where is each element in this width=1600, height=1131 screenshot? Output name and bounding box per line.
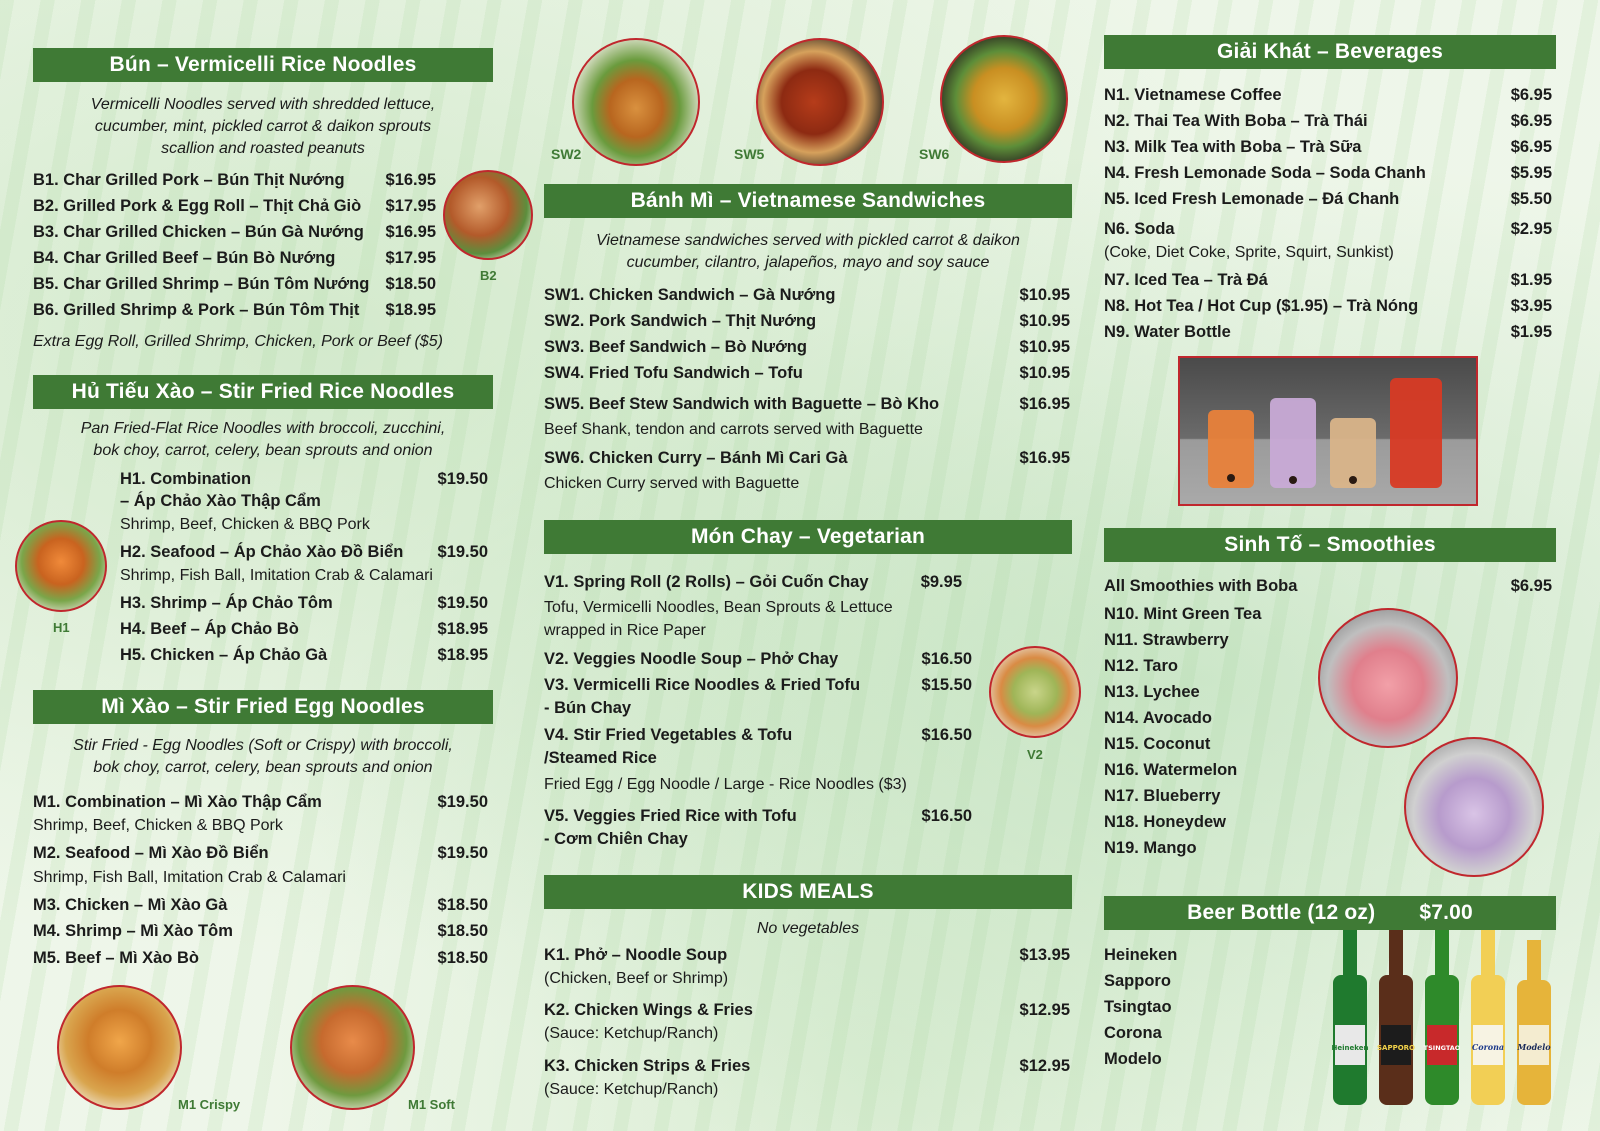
banhmi-caption-sw2: SW2 [551,146,582,162]
hutieu-h5-price: $18.95 [437,646,488,664]
beverage-n1-price: $6.95 [1510,86,1552,104]
banhmi-desc-1: Vietnamese sandwiches served with pickled carrot & daikon [596,232,1020,249]
bun-photo-caption: B2 [480,268,497,283]
mixao-header: Mì Xào – Stir Fried Egg Noodles [33,690,493,724]
mixao-desc-2: bok choy, carrot, celery, bean sprouts and onion [93,759,433,776]
hutieu-h1-sub: Shrimp, Beef, Chicken & BBQ Pork [120,516,370,533]
beverage-n1: N1. Vietnamese Coffee [1104,86,1282,104]
bun-price-b6: $18.95 [385,301,436,319]
kids-k1-sub: (Chicken, Beef or Shrimp) [544,970,729,987]
beverage-n6-sub: (Coke, Diet Coke, Sprite, Squirt, Sunkist) [1104,244,1394,261]
beverage-n5-price: $5.50 [1510,190,1552,208]
banhmi-sw3-name: SW3. Beef Sandwich – Bò Nướng [544,338,807,356]
bottle-sapporo [1377,930,1415,1105]
banhmi-sw1-price: $10.95 [1019,286,1070,304]
beverage-n2: N2. Thai Tea With Boba – Trà Thái [1104,112,1368,130]
bun-price-b3: $16.95 [385,223,436,241]
beer-price: $7.00 [1419,901,1473,924]
mixao-m2-price: $19.50 [437,844,488,862]
bun-desc-2: cucumber, mint, pickled carrot & daikon sprouts [94,118,432,135]
beverage-n6: N6. Soda [1104,220,1175,238]
beer-bottles-illustration [1325,930,1585,1110]
beverage-n9-price: $1.95 [1510,323,1552,341]
beverage-n7-price: $1.95 [1510,271,1552,289]
hutieu-h4-price: $18.95 [437,620,488,638]
mixao-m1-sub: Shrimp, Beef, Chicken & BBQ Pork [33,817,283,834]
chay-v5-price: $16.50 [921,807,972,825]
beer-corona: Corona [1104,1024,1162,1042]
bottle-corona [1471,930,1505,1105]
kids-note: No vegetables [756,920,860,937]
banhmi-header: Bánh Mì – Vietnamese Sandwiches [544,184,1072,218]
bun-price-b2: $17.95 [385,197,436,215]
hutieu-h2-sub: Shrimp, Fish Ball, Imitation Crab & Calamari [120,567,433,584]
beverage-n3: N3. Milk Tea with Boba – Trà Sữa [1104,138,1362,156]
banhmi-sw5-price: $16.95 [1019,395,1070,413]
kids-k1-price: $13.95 [1019,946,1070,964]
hutieu-h4-name: H4. Beef – Áp Chảo Bò [120,620,299,638]
kids-k3-sub: (Sauce: Ketchup/Ranch) [544,1081,719,1098]
mixao-m4-name: M4. Shrimp – Mì Xào Tôm [33,922,233,940]
banhmi-sw5-sub: Beef Shank, tendon and carrots served with Baguette [544,421,923,438]
chay-header: Món Chay – Vegetarian [544,520,1072,554]
hutieu-h5-name: H5. Chicken – Áp Chảo Gà [120,646,328,664]
hutieu-header: Hủ Tiếu Xào – Stir Fried Rice Noodles [33,375,493,409]
mixao-m3-price: $18.50 [437,896,488,914]
mixao-caption-soft: M1 Soft [408,1097,455,1112]
smoothie-n10: N10. Mint Green Tea [1104,605,1262,623]
smoothies-all-label: All Smoothies with Boba [1104,577,1298,595]
kids-k2-name: K2. Chicken Wings & Fries [544,1001,753,1019]
smoothie-strawberry-photo [1318,608,1458,748]
bun-header: Bún – Vermicelli Rice Noodles [33,48,493,82]
bun-item-b6: B6. Grilled Shrimp & Pork – Bún Tôm Thịt [33,301,360,319]
banhmi-sw2-photo [572,38,700,166]
bun-extra-note: Extra Egg Roll, Grilled Shrimp, Chicken, Pork or Beef ($5) [33,333,443,350]
kids-k1-name: K1. Phở – Noodle Soup [544,946,728,964]
smoothie-n15: N15. Coconut [1104,735,1211,753]
banhmi-sw4-price: $10.95 [1019,364,1070,382]
mixao-m1-price: $19.50 [437,793,488,811]
beer-header: Beer Bottle (12 oz) [1187,901,1376,924]
hutieu-h3-price: $19.50 [437,594,488,612]
hutieu-photo-caption: H1 [53,620,70,635]
bottle-label-modelo: Modelo [1517,1042,1551,1052]
kids-k3-name: K3. Chicken Strips & Fries [544,1057,751,1075]
chay-v2-price: $16.50 [921,650,972,668]
smoothie-n18: N18. Honeydew [1104,813,1226,831]
beverage-n5: N5. Iced Fresh Lemonade – Đá Chanh [1104,190,1400,208]
beverages-header: Giải Khát – Beverages [1104,35,1556,69]
hutieu-desc-1: Pan Fried-Flat Rice Noodles with broccoli, zucchini, [80,420,446,437]
bun-desc-3: scallion and roasted peanuts [161,140,365,157]
beer-heineken: Heineken [1104,946,1178,964]
chay-v4-line1: V4. Stir Fried Vegetables & Tofu [544,726,793,744]
beverage-n2-price: $6.95 [1510,112,1552,130]
mixao-soft-photo [290,985,415,1110]
bun-price-b1: $16.95 [385,171,436,189]
beverage-n9: N9. Water Bottle [1104,323,1231,341]
kids-k3-price: $12.95 [1019,1057,1070,1075]
mixao-crispy-photo [57,985,182,1110]
beverage-n8-price: $3.95 [1510,297,1552,315]
hutieu-h1-line1: H1. Combination [120,470,252,488]
hutieu-h1-photo [15,520,107,612]
mixao-m4-price: $18.50 [437,922,488,940]
beverage-n4-price: $5.95 [1510,164,1552,182]
smoothie-n16: N16. Watermelon [1104,761,1238,779]
chay-v1-price: $9.95 [920,573,962,591]
chay-v1-sub1: Tofu, Vermicelli Noodles, Bean Sprouts & Lettuce [544,599,893,616]
chay-v2-name: V2. Veggies Noodle Soup – Phở Chay [544,650,839,668]
mixao-desc-1: Stir Fried - Egg Noodles (Soft or Crispy) with broccoli, [73,737,453,754]
kids-k2-sub: (Sauce: Ketchup/Ranch) [544,1025,719,1042]
bun-price-b4: $17.95 [385,249,436,267]
chay-v3-line1: V3. Vermicelli Rice Noodles & Fried Tofu [544,676,861,694]
beverage-n8: N8. Hot Tea / Hot Cup ($1.95) – Trà Nóng [1104,297,1419,315]
chay-v4-line2: /Steamed Rice [544,749,657,767]
chay-v3-line2: - Bún Chay [544,699,632,717]
bun-b2-photo [443,170,533,260]
beverage-n3-price: $6.95 [1510,138,1552,156]
hutieu-h1-price: $19.50 [437,470,488,488]
mixao-m1-name: M1. Combination – Mì Xào Thập Cẩm [33,793,322,811]
hutieu-desc-2: bok choy, carrot, celery, bean sprouts and onion [93,442,433,459]
banhmi-sw6-price: $16.95 [1019,449,1070,467]
smoothie-taro-photo [1404,737,1544,877]
banhmi-sw5-name: SW5. Beef Stew Sandwich with Baguette – Bò Kho [544,395,940,413]
bottle-tsingtao [1424,930,1461,1105]
smoothies-all-price: $6.95 [1510,577,1552,595]
mixao-m2-name: M2. Seafood – Mì Xào Đồ Biển [33,844,269,862]
banhmi-sw3-price: $10.95 [1019,338,1070,356]
beverages-photo [1178,356,1478,506]
kids-header: KIDS MEALS [544,875,1072,909]
beer-modelo: Modelo [1104,1050,1162,1068]
chay-v2-photo [989,646,1081,738]
mixao-m2-sub: Shrimp, Fish Ball, Imitation Crab & Calamari [33,869,346,886]
bun-price-b5: $18.50 [385,275,436,293]
chay-v1-sub2: wrapped in Rice Paper [544,622,706,639]
chay-photo-caption: V2 [1027,747,1043,762]
chay-v5-line2: - Cơm Chiên Chay [544,830,688,848]
drinks-illustration [1180,358,1476,504]
bun-item-b5: B5. Char Grilled Shrimp – Bún Tôm Nướng [33,275,370,293]
beverage-n4: N4. Fresh Lemonade Soda – Soda Chanh [1104,164,1426,182]
kids-k2-price: $12.95 [1019,1001,1070,1019]
banhmi-sw2-name: SW2. Pork Sandwich – Thịt Nướng [544,312,817,330]
smoothies-header: Sinh Tố – Smoothies [1104,528,1556,562]
bottle-heineken [1332,930,1369,1105]
bottle-label-corona: Corona [1471,1042,1505,1052]
beverage-n6-price: $2.95 [1510,220,1552,238]
bun-item-b4: B4. Char Grilled Beef – Bún Bò Nướng [33,249,336,267]
smoothie-n11: N11. Strawberry [1104,631,1229,649]
bun-desc-1: Vermicelli Noodles served with shredded lettuce, [90,96,436,113]
smoothie-n12: N12. Taro [1104,657,1178,675]
banhmi-sw4-name: SW4. Fried Tofu Sandwich – Tofu [544,364,803,382]
banhmi-sw1-name: SW1. Chicken Sandwich – Gà Nướng [544,286,836,304]
mixao-caption-crispy: M1 Crispy [178,1097,241,1112]
beer-tsingtao: Tsingtao [1104,998,1172,1016]
chay-v4-price: $16.50 [921,726,972,744]
chay-v5-line1: V5. Veggies Fried Rice with Tofu [544,807,797,825]
smoothie-n14: N14. Avocado [1104,709,1212,727]
banhmi-caption-sw6: SW6 [919,146,950,162]
smoothie-n17: N17. Blueberry [1104,787,1221,805]
beer-sapporo: Sapporo [1104,972,1171,990]
beer-header-bar [1104,896,1556,930]
mixao-m5-price: $18.50 [437,949,488,967]
hutieu-h2-price: $19.50 [437,543,488,561]
hutieu-h1-line2: – Áp Chảo Xào Thập Cẩm [120,492,321,510]
bottle-label-sapporo: SAPPORO [1376,1044,1416,1052]
bottle-modelo [1516,940,1551,1105]
chay-v3-price: $15.50 [921,676,972,694]
hutieu-h3-name: H3. Shrimp – Áp Chảo Tôm [120,594,333,612]
mixao-m3-name: M3. Chicken – Mì Xào Gà [33,896,228,914]
bun-item-b3: B3. Char Grilled Chicken – Bún Gà Nướng [33,223,364,241]
hutieu-h2-name: H2. Seafood – Áp Chảo Xào Đồ Biển [120,543,404,561]
chay-v1-name: V1. Spring Roll (2 Rolls) – Gỏi Cuốn Chay [544,573,869,591]
banhmi-sw6-name: SW6. Chicken Curry – Bánh Mì Cari Gà [544,449,848,467]
banhmi-caption-sw5: SW5 [734,146,765,162]
beverage-n7: N7. Iced Tea – Trà Đá [1104,271,1268,289]
banhmi-sw6-sub: Chicken Curry served with Baguette [544,475,800,492]
bottle-label-heineken: Heineken [1331,1044,1369,1052]
banhmi-sw2-price: $10.95 [1019,312,1070,330]
bun-item-b1: B1. Char Grilled Pork – Bún Thịt Nướng [33,171,345,189]
chay-v4-sub: Fried Egg / Egg Noodle / Large - Rice Noodles ($3) [544,776,907,793]
smoothie-n13: N13. Lychee [1104,683,1200,701]
mixao-m5-name: M5. Beef – Mì Xào Bò [33,949,199,967]
banhmi-desc-2: cucumber, cilantro, jalapeños, mayo and soy sauce [626,254,990,271]
bottle-label-tsingtao: TSINGTAO [1423,1044,1461,1052]
bun-item-b2: B2. Grilled Pork & Egg Roll – Thịt Chả Giò [33,197,362,215]
smoothie-n19: N19. Mango [1104,839,1197,857]
banhmi-sw5-photo [756,38,884,166]
banhmi-sw6-photo [940,35,1068,163]
